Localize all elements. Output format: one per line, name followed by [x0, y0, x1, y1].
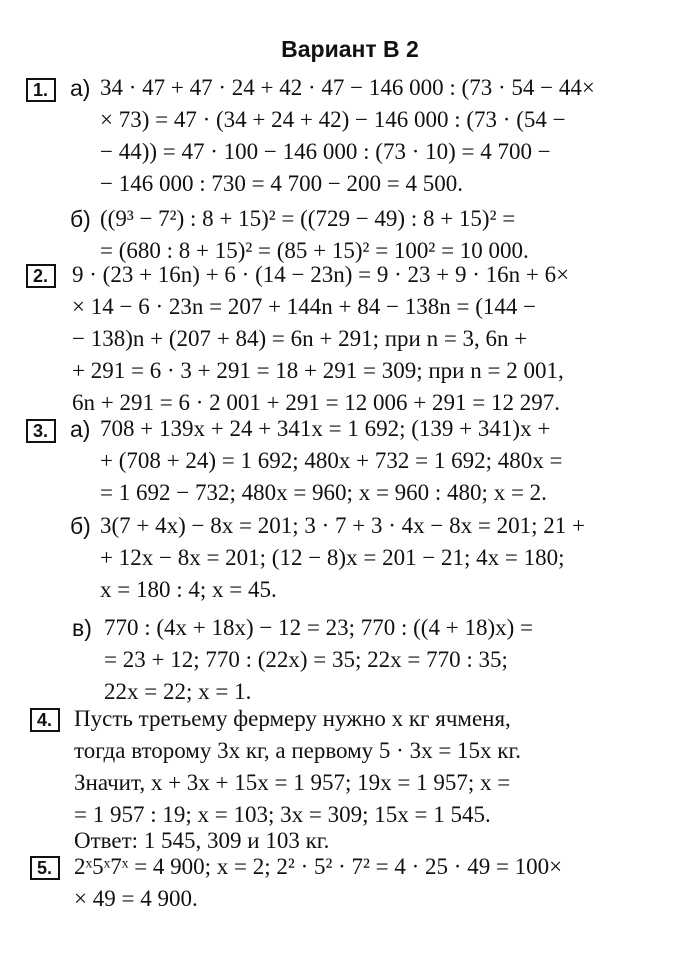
solution-line: − 44)) = 47 · 100 − 146 000 : (73 · 10) = 4 700 − — [100, 139, 551, 164]
solution-line: = 1 692 − 732; 480x = 960; x = 960 : 480; x = 2. — [100, 480, 547, 505]
solution-line: Значит, x + 3x + 15x = 1 957; 19x = 1 957; x = — [74, 770, 511, 795]
solution-line: 6n + 291 = 6 · 2 001 + 291 = 12 006 + 291 = 12 297. — [72, 390, 560, 415]
solution-line: = (680 : 8 + 15)² = (85 + 15)² = 100² = 10 000. — [100, 238, 529, 263]
part-label: а) — [70, 75, 91, 101]
solution-line: ((9³ − 7²) : 8 + 15)² = ((729 − 49) : 8 + 15)² = — [100, 206, 516, 231]
problem-number: 2. — [26, 264, 56, 288]
solution-line: = 23 + 12; 770 : (22x) = 35; 22x = 770 : 35; — [104, 647, 508, 672]
problem-number: 1. — [26, 78, 56, 102]
solution-line: + 291 = 6 · 3 + 291 = 18 + 291 = 309; при n = 2 001, — [72, 358, 564, 383]
part-label: б) — [70, 513, 91, 539]
solution-line: тогда второму 3x кг, а первому 5 · 3x = 15x кг. — [74, 738, 522, 763]
solution-line: − 146 000 : 730 = 4 700 − 200 = 4 500. — [100, 171, 464, 196]
problem-number: 3. — [26, 419, 56, 443]
part-label: в) — [72, 615, 92, 641]
solution-line: + (708 + 24) = 1 692; 480x + 732 = 1 692; 480x = — [100, 448, 563, 473]
solution-line: + 12x − 8x = 201; (12 − 8)x = 201 − 21; 4x = 180; — [100, 545, 565, 570]
solution-line: = 1 957 : 19; x = 103; 3x = 309; 15x = 1 545. — [74, 802, 491, 827]
page-title: Вариант B 2 — [281, 36, 419, 62]
solution-line: × 73) = 47 · (34 + 24 + 42) − 146 000 : (73 · (54 − — [100, 107, 566, 132]
solution-line: Пусть третьему фермеру нужно x кг ячменя, — [74, 706, 511, 731]
solution-line: − 138)n + (207 + 84) = 6n + 291; при n = 3, 6n + — [72, 326, 528, 351]
part-label: а) — [70, 416, 91, 442]
problem-number: 4. — [30, 708, 60, 732]
solution-line: Ответ: 1 545, 309 и 103 кг. — [74, 828, 330, 853]
solution-line: 22x = 22; x = 1. — [104, 679, 252, 704]
solution-line: 770 : (4x + 18x) − 12 = 23; 770 : ((4 + 18)x) = — [104, 615, 533, 640]
solution-line: × 14 − 6 · 23n = 207 + 144n + 84 − 138n = (144 − — [72, 294, 537, 319]
solution-line: × 49 = 4 900. — [74, 886, 198, 911]
part-label: б) — [70, 206, 91, 232]
solution-line: 2ˣ5ˣ7ˣ = 4 900; x = 2; 2² · 5² · 7² = 4 · 25 · 49 = 100× — [74, 854, 563, 879]
solution-line: 34 · 47 + 47 · 24 + 42 · 47 − 146 000 : (73 · 54 − 44× — [100, 75, 595, 100]
solution-line: 708 + 139x + 24 + 341x = 1 692; (139 + 341)x + — [100, 416, 551, 441]
solution-line: 3(7 + 4x) − 8x = 201; 3 · 7 + 3 · 4x − 8x = 201; 21 + — [100, 513, 585, 538]
solution-line: x = 180 : 4; x = 45. — [100, 577, 277, 602]
solution-line: 9 · (23 + 16n) + 6 · (14 − 23n) = 9 · 23 + 9 · 16n + 6× — [72, 262, 570, 287]
problem-number: 5. — [30, 856, 60, 880]
